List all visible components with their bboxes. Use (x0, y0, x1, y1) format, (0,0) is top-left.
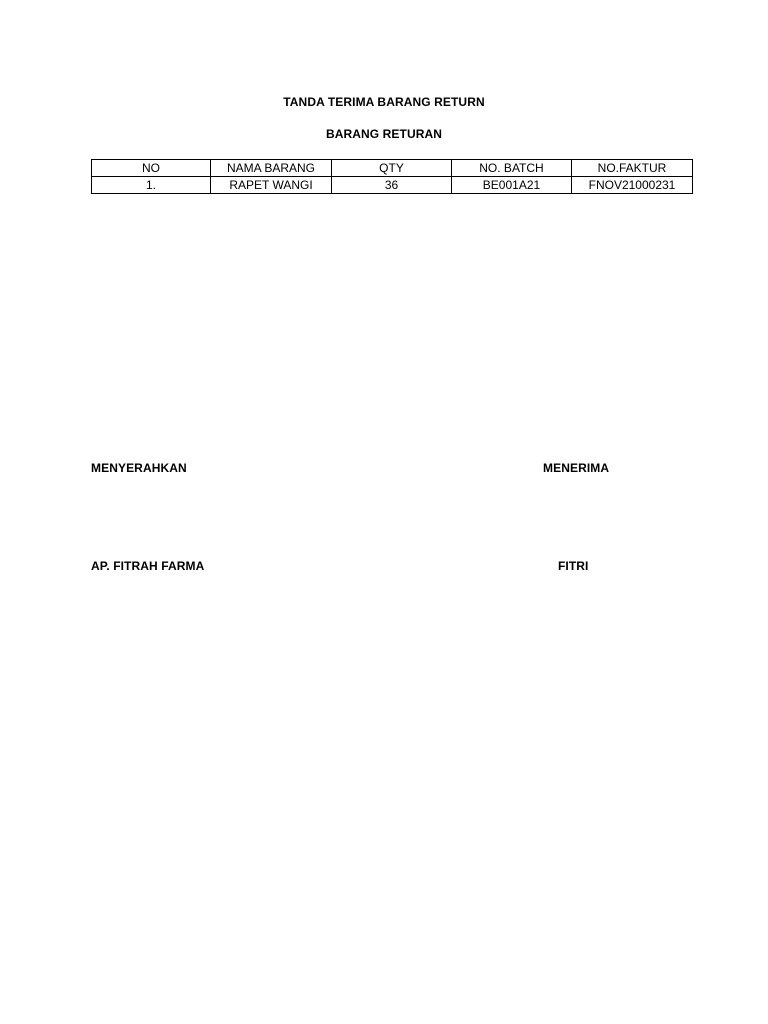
signature-left-name: AP. FITRAH FARMA (91, 559, 205, 573)
signature-right-role: MENERIMA (543, 461, 610, 475)
header-nama-barang: NAMA BARANG (211, 160, 332, 177)
header-no-batch: NO. BATCH (452, 160, 572, 177)
cell-nama-barang: RAPET WANGI (211, 177, 332, 194)
header-no: NO (92, 160, 211, 177)
document-subtitle: BARANG RETURAN (325, 127, 443, 141)
return-items-table (91, 159, 693, 194)
cell-no-faktur: FNOV21000231 (572, 177, 693, 194)
cell-no: 1. (92, 177, 211, 194)
header-qty: QTY (332, 160, 452, 177)
document-title: TANDA TERIMA BARANG RETURN (283, 95, 485, 109)
signature-left-role: MENYERAHKAN (91, 461, 187, 475)
header-no-faktur: NO.FAKTUR (572, 160, 693, 177)
table-row (92, 177, 693, 194)
signature-right-name: FITRI (558, 559, 589, 573)
cell-no-batch: BE001A21 (452, 177, 572, 194)
table-header-row (92, 160, 693, 177)
cell-qty: 36 (332, 177, 452, 194)
